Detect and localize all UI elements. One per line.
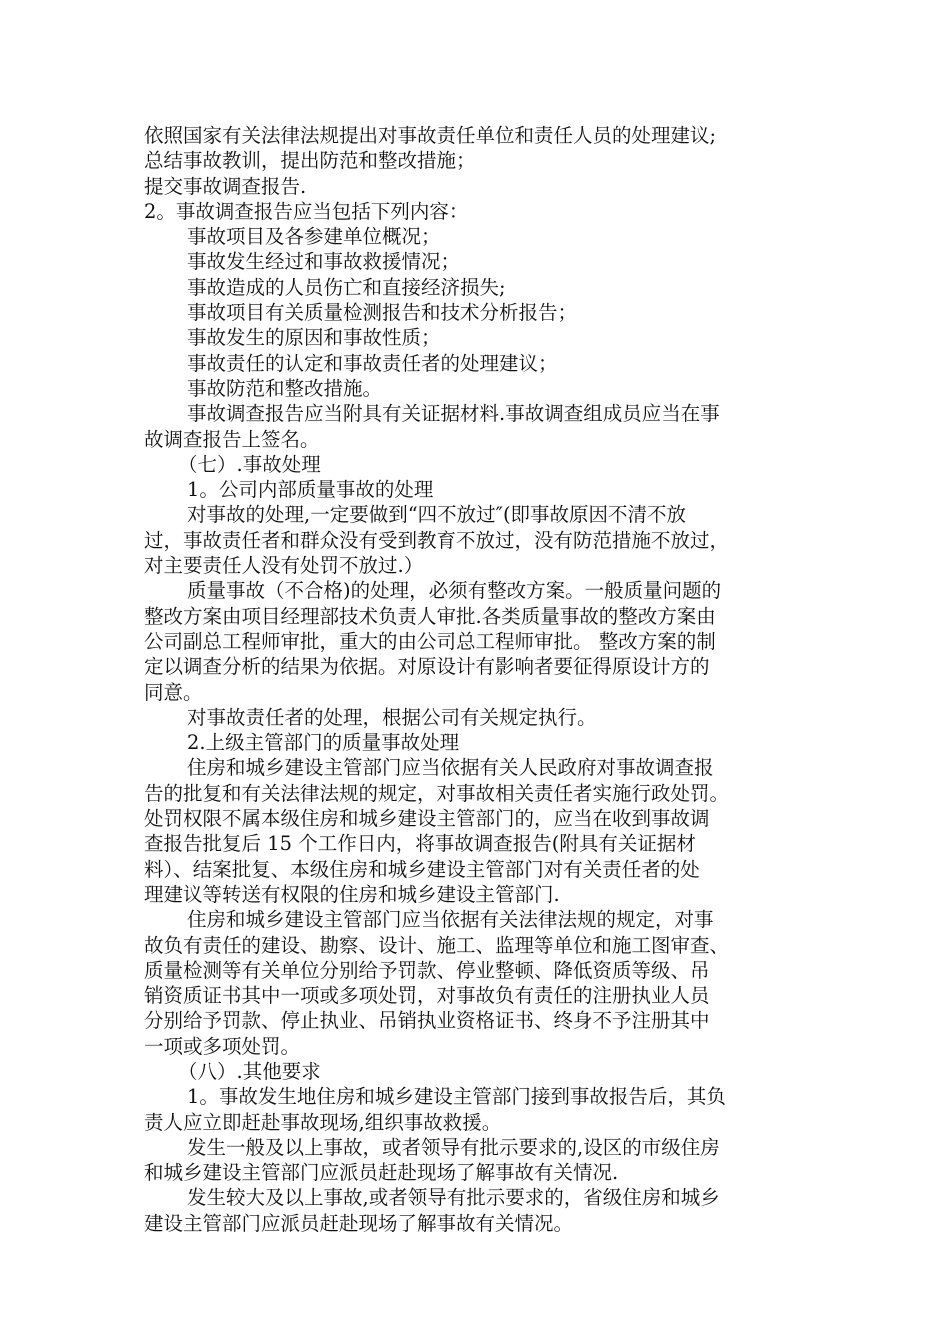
text-line: 事故发生经过和事故救援情况； xyxy=(187,250,461,274)
text-line: 依照国家有关法律法规提出对事故责任单位和责任人员的处理建议; xyxy=(144,124,717,147)
text-line: 住房和城乡建设主管部门应当依据有关人民政府对事故调查报 xyxy=(187,756,714,780)
section-heading: （八）.其他要求 xyxy=(178,1059,321,1083)
text-line: 建设主管部门应派员赶赴现场了解事故有关情况。 xyxy=(144,1211,574,1235)
text-line: 责人应立即赶赴事故现场,组织事故救援。 xyxy=(144,1110,502,1134)
text-line: 事故项目有关质量检测报告和技术分析报告； xyxy=(187,301,578,325)
text-line: 料）、结案批复、本级住房和城乡建设主管部门对有关责任者的处 xyxy=(144,857,700,881)
text-line: 事故调查报告应当附具有关证据材料.事故调查组成员应当在事 xyxy=(187,402,720,426)
text-line: 理建议等转送有权限的住房和城乡建设主管部门. xyxy=(144,882,560,906)
text-line: 2.上级主管部门的质量事故处理 xyxy=(187,731,460,755)
text-line: 故负有责任的建设、勘察、设计、施工、监理等单位和施工图审查、 xyxy=(144,933,730,957)
text-line: 事故防范和整改措施。 xyxy=(187,376,383,400)
text-line: 事故发生的原因和事故性质； xyxy=(187,326,441,350)
text-line: 2。事故调查报告应当包括下列内容： xyxy=(144,199,469,223)
text-line: 质量事故（不合格)的处理，必须有整改方案。一般质量问题的 xyxy=(187,579,722,603)
text-line: 和城乡建设主管部门应派员赶赴现场了解事故有关情况. xyxy=(144,1161,619,1185)
text-line: 对主要责任人没有处罚不放过.） xyxy=(144,554,424,578)
text-line: 整改方案由项目经理部技术负责人审批.各类质量事故的整改方案由 xyxy=(144,604,716,628)
text-line: 公司副总工程师审批，重大的由公司总工程师审批。 整改方案的制 xyxy=(144,629,716,653)
document-body xyxy=(144,123,824,1236)
text-line: 分别给予罚款、停止执业、吊销执业资格证书、终身不予注册其中 xyxy=(144,1009,710,1033)
text-line: 发生较大及以上事故,或者领导有批示要求的，省级住房和城乡 xyxy=(187,1186,720,1210)
text-line: 住房和城乡建设主管部门应当依据有关法律法规的规定，对事 xyxy=(187,908,714,932)
text-line: 1。公司内部质量事故的处理 xyxy=(187,478,434,502)
text-line: 事故项目及各参建单位概况； xyxy=(187,225,441,249)
text-line: 同意。 xyxy=(144,680,203,704)
text-line: 销资质证书其中一项或多项处罚，对事故负有责任的注册执业人员 xyxy=(144,984,710,1008)
section-heading: （七）.事故处理 xyxy=(178,452,321,476)
text-line: 一项或多项处罚。 xyxy=(144,1034,301,1058)
text-line: 告的批复和有关法律法规的规定，对事故相关责任者实施行政处罚。 xyxy=(144,781,730,805)
text-line: 事故造成的人员伤亡和直接经济损失; xyxy=(187,275,506,299)
text-line: 过，事故责任者和群众没有受到教育不放过，没有防范措施不放过， xyxy=(144,528,730,552)
text-line: 处罚权限不属本级住房和城乡建设主管部门的，应当在收到事故调 xyxy=(144,807,710,831)
text-line: 质量检测等有关单位分别给予罚款、停业整顿、降低资质等级、吊 xyxy=(144,958,710,982)
text-line: 发生一般及以上事故，或者领导有批示要求的,设区的市级住房 xyxy=(187,1135,720,1159)
text-line: 总结事故教训，提出防范和整改措施； xyxy=(144,149,476,173)
text-line: 事故责任的认定和事故责任者的处理建议； xyxy=(187,351,558,375)
text-line: 1。事故发生地住房和城乡建设主管部门接到事故报告后，其负 xyxy=(187,1085,726,1109)
text-line: 对事故的处理,一定要做到“四不放过″(即事故原因不清不放 xyxy=(187,503,687,527)
text-line: 查报告批复后 15 个工作日内，将事故调查报告(附具有关证据材 xyxy=(144,832,696,856)
text-line: 定以调查分析的结果为依据。对原设计有影响者要征得原设计方的 xyxy=(144,655,710,679)
text-line: 提交事故调查报告. xyxy=(144,174,307,198)
text-line: 故调查报告上签名。 xyxy=(144,427,320,451)
text-line: 对事故责任者的处理，根据公司有关规定执行。 xyxy=(187,705,597,729)
